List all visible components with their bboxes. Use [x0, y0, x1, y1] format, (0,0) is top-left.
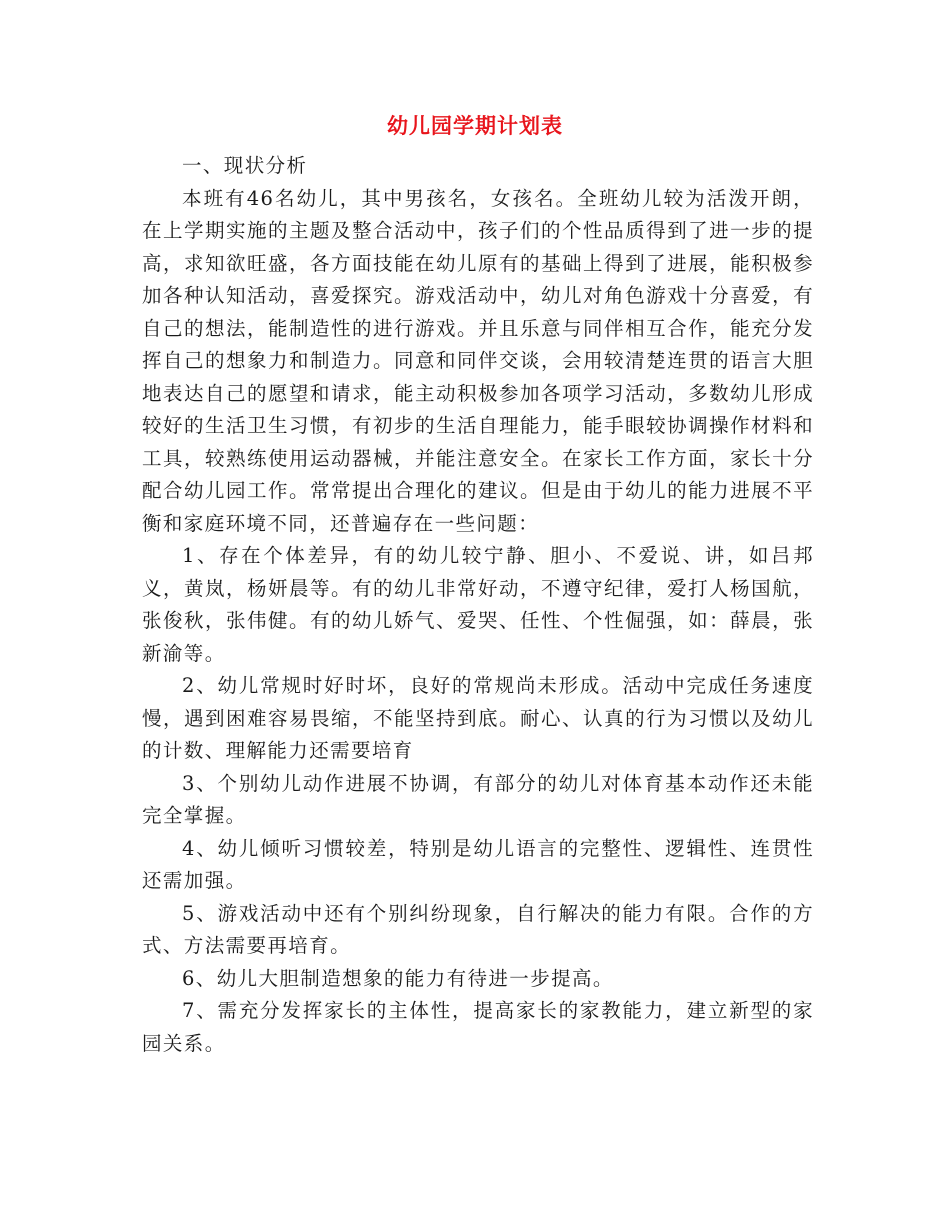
document-title: 幼儿园学期计划表	[387, 113, 563, 138]
problem-item-7: 7、需充分发挥家长的主体性，提高家长的家教能力，建立新型的家园关系。	[142, 999, 814, 1055]
problem-item-4: 4、幼儿倾听习惯较差，特别是幼儿语言的完整性、逻辑性、连贯性还需加强。	[142, 836, 814, 892]
section-heading: 一、现状分析	[182, 154, 308, 177]
document-body	[142, 150, 814, 1060]
problem-item-6: 6、幼儿大胆制造想象的能力有待进一步提高。	[182, 966, 614, 990]
problem-item-5: 5、游戏活动中还有个别纠纷现象，自行解决的能力有限。合作的方式、方法需要再培育。	[142, 901, 814, 957]
problem-item-2: 2、幼儿常规时好时坏，良好的常规尚未形成。活动中完成任务速度慢，遇到困难容易畏缩，不能坚持到底。耐心、认真的行为习惯以及幼儿的计数、理解能力还需要培育	[142, 674, 814, 762]
problem-item-3: 3、个别幼儿动作进展不协调，有部分的幼儿对体育基本动作还未能完全掌握。	[142, 771, 814, 827]
problem-item-1: 1、存在个体差异，有的幼儿较宁静、胆小、不爱说、讲，如吕邦义，黄岚，杨妍晨等。有的幼儿非常好动，不遵守纪律，爱打人杨国航，张俊秋，张伟健。有的幼儿娇气、爱哭、任性、个性倔强，如：薛晨，张新渝等。	[142, 544, 814, 665]
paragraph-status-overview: 本班有46名幼儿，其中男孩名，女孩名。全班幼儿较为活泼开朗，在上学期实施的主题及整合活动中，孩子们的个性品质得到了进一步的提高，求知欲旺盛，各方面技能在幼儿原有的基础上得到了进展，能积极参加各种认知活动，喜爱探究。游戏活动中，幼儿对角色游戏十分喜爱，有自己的想法，能制造性的进行游戏。并且乐意与同伴相互合作，能充分发挥自己的想象力和制造力。同意和同伴交谈，会用较清楚连贯的语言大胆地表达自己的愿望和请求，能主动积极参加各项学习活动，多数幼儿形成较好的生活卫生习惯，有初步的生活自理能力，能手眼较协调操作材料和工具，较熟练使用运动器械，并能注意安全。在家长工作方面，家长十分配合幼儿园工作。常常提出合理化的建议。但是由于幼儿的能力进展不平衡和家庭环境不同，还普遍存在一些问题：	[142, 186, 814, 535]
